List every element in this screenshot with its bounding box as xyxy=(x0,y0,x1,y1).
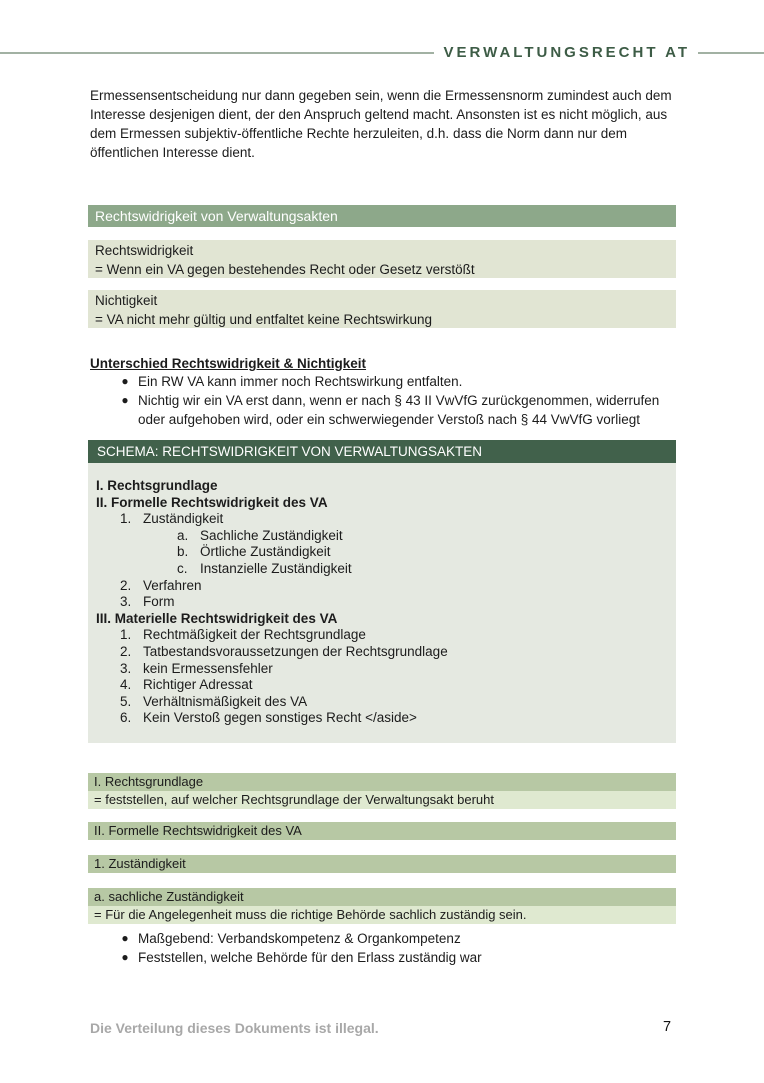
list-item: ● Maßgebend: Verbandskompetenz & Organkompetenz xyxy=(112,929,672,948)
header-rule-left xyxy=(0,52,434,54)
definition-term: Rechtswidrigkeit xyxy=(95,243,194,258)
schema-item: 3. Form xyxy=(120,594,175,610)
schema-item: a. Sachliche Zuständigkeit xyxy=(177,527,343,543)
footer-warning-text: Die Verteilung dieses Dokuments ist illegal. xyxy=(90,1020,379,1036)
definition-text: = Wenn ein VA gegen bestehendes Recht oder Gesetz verstößt xyxy=(95,262,475,277)
page-title: VERWALTUNGSRECHT AT xyxy=(443,44,690,61)
schema-item: 2. Tatbestandsvoraussetzungen der Rechtsgrundlage xyxy=(120,643,448,659)
schema-item: III. Materielle Rechtswidrigkeit des VA xyxy=(96,610,338,626)
section-header-bar: Rechtswidrigkeit von Verwaltungsakten xyxy=(88,205,676,227)
bullet-icon: ● xyxy=(121,374,129,388)
bullet-icon: ● xyxy=(121,931,129,945)
schema-item: 4. Richtiger Adressat xyxy=(120,677,253,693)
difference-heading: Unterschied Rechtswidrigkeit & Nichtigkeit xyxy=(90,356,367,371)
intro-paragraph: Ermessensentscheidung nur dann gegeben sein, wenn die Ermessensnorm zumindest auch dem Interesse desjenigen dient, der den Anspruch geltend macht. Ansonsten ist es nicht möglich, aus dem Ermessen subjektiv-öffentliche Rechte herzuleiten, d.h. dass die Norm dann nur dem öffentlichen Interesse dient. xyxy=(90,88,672,160)
subsection-definition: = feststellen, auf welcher Rechtsgrundlage der Verwaltungsakt beruht xyxy=(88,791,676,809)
schema-item: 5. Verhältnismäßigkeit des VA xyxy=(120,693,308,709)
list-item: ● Ein RW VA kann immer noch Rechtswirkung entfalten. xyxy=(112,372,672,391)
subsection-definition: = Für die Angelegenheit muss die richtige Behörde sachlich zuständig sein. xyxy=(88,906,676,924)
difference-bullet-list xyxy=(112,372,672,429)
subsection-bullet-list xyxy=(112,929,672,967)
page-header xyxy=(0,44,764,61)
schema-item: 1. Zuständigkeit xyxy=(120,511,224,527)
subsection-bar-sachliche: a. sachliche Zuständigkeit xyxy=(88,888,676,906)
schema-item: II. Formelle Rechtswidrigkeit des VA xyxy=(96,494,328,510)
schema-item: 2. Verfahren xyxy=(120,577,202,593)
definition-box-rechtswidrigkeit xyxy=(88,240,676,278)
definition-text: = VA nicht mehr gültig und entfaltet keine Rechtswirkung xyxy=(95,312,433,327)
schema-outline-box xyxy=(88,463,676,743)
schema-item: b. Örtliche Zuständigkeit xyxy=(177,544,331,560)
subsection-bar-rechtsgrundlage: I. Rechtsgrundlage xyxy=(88,773,676,791)
list-item: ● Nichtig wir ein VA erst dann, wenn er nach § 43 II VwVfG zurückgenommen, widerrufen oder aufgehoben wird, oder ein schwerwiegender Verstoß nach § 44 VwVfG vorliegt xyxy=(112,391,672,429)
definition-box-nichtigkeit xyxy=(88,290,676,328)
page-number: 7 xyxy=(663,1019,672,1035)
bullet-icon: ● xyxy=(121,950,129,964)
schema-item: I. Rechtsgrundlage xyxy=(96,478,218,493)
schema-item: 6. Kein Verstoß gegen sonstiges Recht </aside> xyxy=(120,710,417,726)
subsection-bar-zustaendigkeit: 1. Zuständigkeit xyxy=(88,855,676,873)
definition-term: Nichtigkeit xyxy=(95,293,158,308)
bullet-icon: ● xyxy=(121,393,129,407)
schema-item: c. Instanzielle Zuständigkeit xyxy=(177,560,352,576)
schema-item: 1. Rechtmäßigkeit der Rechtsgrundlage xyxy=(120,627,366,643)
subsection-bar-formelle: II. Formelle Rechtswidrigkeit des VA xyxy=(88,822,676,840)
header-rule-right xyxy=(698,52,764,54)
schema-header-bar: SCHEMA: RECHTSWIDRIGKEIT VON VERWALTUNGSAKTEN xyxy=(88,440,676,463)
schema-item: 3. kein Ermessensfehler xyxy=(120,660,273,676)
list-item: ● Feststellen, welche Behörde für den Erlass zuständig war xyxy=(112,948,672,967)
